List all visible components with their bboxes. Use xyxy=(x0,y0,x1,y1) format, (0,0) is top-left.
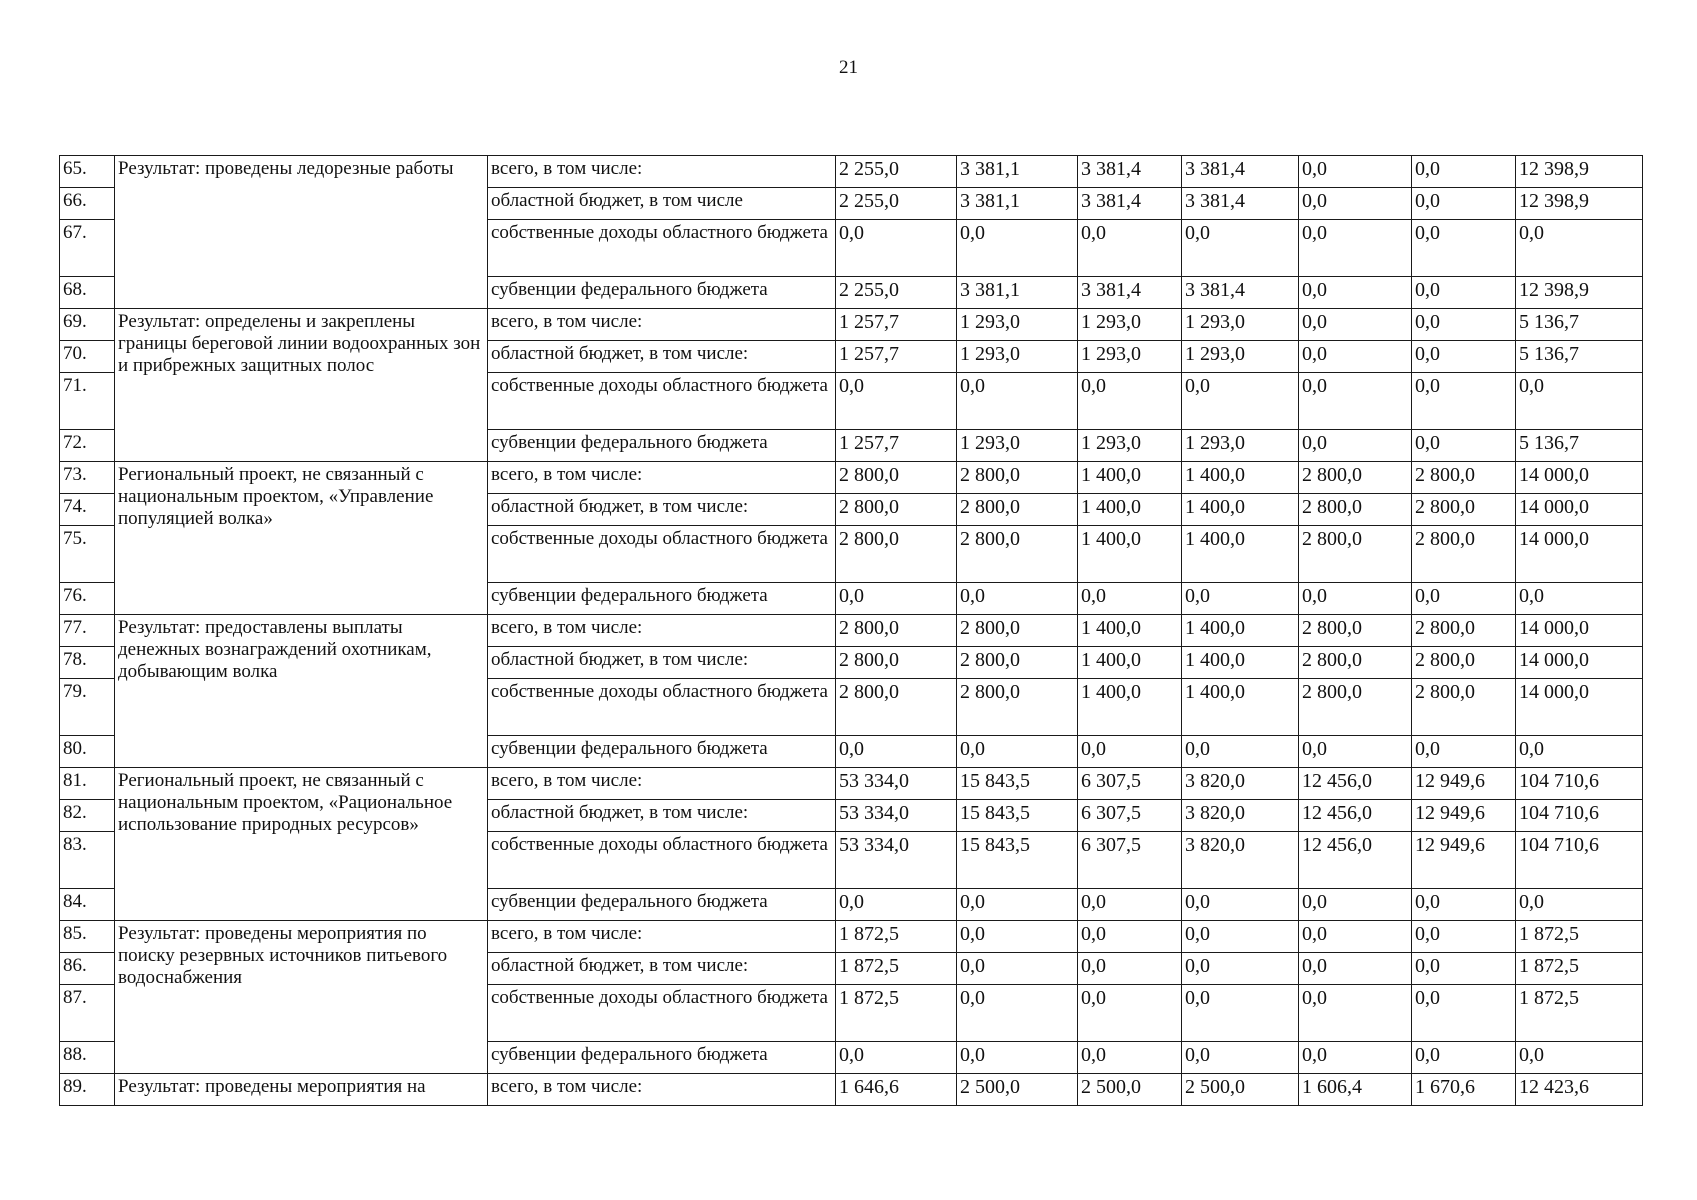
table-row xyxy=(60,768,1643,800)
year-value: 1 400,0 xyxy=(1078,647,1182,679)
total-value: 0,0 xyxy=(1516,583,1643,615)
year-value: 2 800,0 xyxy=(1299,679,1412,736)
year-value: 0,0 xyxy=(1412,156,1516,188)
budget-table xyxy=(59,155,1643,1106)
year-value: 0,0 xyxy=(1182,921,1299,953)
year-value: 3 381,4 xyxy=(1078,277,1182,309)
funding-source: всего, в том числе: xyxy=(488,1074,836,1106)
year-value: 0,0 xyxy=(1412,889,1516,921)
year-value: 0,0 xyxy=(1078,583,1182,615)
result-description: Результат: проведены ледорезные работы xyxy=(115,156,488,309)
year-value: 1 872,5 xyxy=(836,985,957,1042)
row-number: 68. xyxy=(60,277,115,309)
year-value: 0,0 xyxy=(1299,188,1412,220)
year-value: 0,0 xyxy=(1299,921,1412,953)
row-number: 69. xyxy=(60,309,115,341)
funding-source: областной бюджет, в том числе: xyxy=(488,953,836,985)
year-value: 2 500,0 xyxy=(957,1074,1078,1106)
total-value: 5 136,7 xyxy=(1516,309,1643,341)
result-description: Результат: проведены мероприятия на xyxy=(115,1074,488,1106)
funding-source: субвенции федерального бюджета xyxy=(488,889,836,921)
funding-source: всего, в том числе: xyxy=(488,615,836,647)
year-value: 12 949,6 xyxy=(1412,800,1516,832)
row-number: 72. xyxy=(60,430,115,462)
year-value: 1 670,6 xyxy=(1412,1074,1516,1106)
row-number: 88. xyxy=(60,1042,115,1074)
year-value: 15 843,5 xyxy=(957,768,1078,800)
funding-source: собственные доходы областного бюджета xyxy=(488,526,836,583)
total-value: 0,0 xyxy=(1516,373,1643,430)
year-value: 53 334,0 xyxy=(836,800,957,832)
year-value: 0,0 xyxy=(1299,736,1412,768)
table-body xyxy=(60,156,1643,1106)
year-value: 1 293,0 xyxy=(1078,309,1182,341)
total-value: 0,0 xyxy=(1516,220,1643,277)
funding-source: всего, в том числе: xyxy=(488,921,836,953)
funding-source: собственные доходы областного бюджета xyxy=(488,373,836,430)
year-value: 1 400,0 xyxy=(1078,679,1182,736)
year-value: 2 800,0 xyxy=(1412,462,1516,494)
year-value: 0,0 xyxy=(1412,921,1516,953)
year-value: 0,0 xyxy=(836,889,957,921)
funding-source: собственные доходы областного бюджета xyxy=(488,832,836,889)
total-value: 12 398,9 xyxy=(1516,277,1643,309)
year-value: 0,0 xyxy=(1182,889,1299,921)
year-value: 12 456,0 xyxy=(1299,832,1412,889)
year-value: 0,0 xyxy=(836,583,957,615)
total-value: 14 000,0 xyxy=(1516,526,1643,583)
total-value: 1 872,5 xyxy=(1516,953,1643,985)
year-value: 0,0 xyxy=(957,953,1078,985)
year-value: 0,0 xyxy=(1299,373,1412,430)
funding-source: областной бюджет, в том числе: xyxy=(488,647,836,679)
funding-source: всего, в том числе: xyxy=(488,768,836,800)
total-value: 14 000,0 xyxy=(1516,615,1643,647)
year-value: 0,0 xyxy=(1299,277,1412,309)
year-value: 1 257,7 xyxy=(836,341,957,373)
year-value: 1 293,0 xyxy=(1182,430,1299,462)
year-value: 0,0 xyxy=(1299,583,1412,615)
year-value: 0,0 xyxy=(1078,373,1182,430)
year-value: 0,0 xyxy=(836,373,957,430)
year-value: 0,0 xyxy=(1078,220,1182,277)
total-value: 1 872,5 xyxy=(1516,985,1643,1042)
total-value: 12 398,9 xyxy=(1516,156,1643,188)
funding-source: областной бюджет, в том числе: xyxy=(488,341,836,373)
year-value: 2 255,0 xyxy=(836,188,957,220)
year-value: 0,0 xyxy=(1182,220,1299,277)
result-description: Результат: определены и закреплены границы береговой линии водоохранных зон и прибрежных защитных полос xyxy=(115,309,488,462)
year-value: 0,0 xyxy=(1412,277,1516,309)
row-number: 77. xyxy=(60,615,115,647)
funding-source: собственные доходы областного бюджета xyxy=(488,679,836,736)
total-value: 14 000,0 xyxy=(1516,462,1643,494)
year-value: 0,0 xyxy=(1182,985,1299,1042)
year-value: 0,0 xyxy=(1412,341,1516,373)
year-value: 0,0 xyxy=(1412,583,1516,615)
year-value: 2 800,0 xyxy=(1299,615,1412,647)
year-value: 1 400,0 xyxy=(1078,615,1182,647)
year-value: 1 293,0 xyxy=(1078,430,1182,462)
row-number: 66. xyxy=(60,188,115,220)
year-value: 6 307,5 xyxy=(1078,832,1182,889)
total-value: 104 710,6 xyxy=(1516,800,1643,832)
year-value: 1 400,0 xyxy=(1078,462,1182,494)
year-value: 2 800,0 xyxy=(1412,526,1516,583)
year-value: 15 843,5 xyxy=(957,832,1078,889)
year-value: 0,0 xyxy=(1299,889,1412,921)
year-value: 3 381,4 xyxy=(1182,188,1299,220)
row-number: 70. xyxy=(60,341,115,373)
year-value: 0,0 xyxy=(1182,736,1299,768)
year-value: 1 293,0 xyxy=(1182,341,1299,373)
year-value: 1 400,0 xyxy=(1182,647,1299,679)
year-value: 0,0 xyxy=(1078,953,1182,985)
funding-source: собственные доходы областного бюджета xyxy=(488,985,836,1042)
row-number: 67. xyxy=(60,220,115,277)
year-value: 1 400,0 xyxy=(1182,462,1299,494)
year-value: 3 381,4 xyxy=(1182,156,1299,188)
year-value: 1 293,0 xyxy=(957,430,1078,462)
total-value: 0,0 xyxy=(1516,889,1643,921)
row-number: 86. xyxy=(60,953,115,985)
year-value: 1 400,0 xyxy=(1182,526,1299,583)
year-value: 12 456,0 xyxy=(1299,768,1412,800)
year-value: 1 257,7 xyxy=(836,430,957,462)
year-value: 0,0 xyxy=(1412,188,1516,220)
page-number: 21 xyxy=(839,57,858,78)
funding-source: субвенции федерального бюджета xyxy=(488,1042,836,1074)
result-description: Региональный проект, не связанный с национальным проектом, «Рациональное использование природных ресурсов» xyxy=(115,768,488,921)
year-value: 2 500,0 xyxy=(1182,1074,1299,1106)
year-value: 12 949,6 xyxy=(1412,768,1516,800)
funding-source: всего, в том числе: xyxy=(488,462,836,494)
year-value: 0,0 xyxy=(1412,220,1516,277)
year-value: 6 307,5 xyxy=(1078,800,1182,832)
row-number: 83. xyxy=(60,832,115,889)
table-row xyxy=(60,309,1643,341)
row-number: 81. xyxy=(60,768,115,800)
total-value: 0,0 xyxy=(1516,736,1643,768)
table-row xyxy=(60,462,1643,494)
table-row xyxy=(60,1074,1643,1106)
year-value: 2 255,0 xyxy=(836,277,957,309)
year-value: 1 257,7 xyxy=(836,309,957,341)
year-value: 0,0 xyxy=(1299,953,1412,985)
year-value: 1 400,0 xyxy=(1078,494,1182,526)
year-value: 1 293,0 xyxy=(957,309,1078,341)
total-value: 12 423,6 xyxy=(1516,1074,1643,1106)
year-value: 0,0 xyxy=(1412,309,1516,341)
year-value: 0,0 xyxy=(1299,156,1412,188)
year-value: 2 800,0 xyxy=(957,494,1078,526)
year-value: 2 800,0 xyxy=(1299,462,1412,494)
row-number: 84. xyxy=(60,889,115,921)
year-value: 2 800,0 xyxy=(836,679,957,736)
year-value: 0,0 xyxy=(1412,736,1516,768)
year-value: 0,0 xyxy=(1182,953,1299,985)
year-value: 1 293,0 xyxy=(957,341,1078,373)
row-number: 73. xyxy=(60,462,115,494)
result-description: Региональный проект, не связанный с национальным проектом, «Управление популяцией волка» xyxy=(115,462,488,615)
total-value: 5 136,7 xyxy=(1516,430,1643,462)
year-value: 0,0 xyxy=(957,220,1078,277)
funding-source: всего, в том числе: xyxy=(488,309,836,341)
total-value: 5 136,7 xyxy=(1516,341,1643,373)
funding-source: областной бюджет, в том числе: xyxy=(488,494,836,526)
funding-source: областной бюджет, в том числе xyxy=(488,188,836,220)
year-value: 2 800,0 xyxy=(1412,615,1516,647)
year-value: 0,0 xyxy=(1412,953,1516,985)
year-value: 2 800,0 xyxy=(836,462,957,494)
year-value: 3 381,4 xyxy=(1182,277,1299,309)
year-value: 3 820,0 xyxy=(1182,832,1299,889)
year-value: 3 381,1 xyxy=(957,156,1078,188)
table-row xyxy=(60,615,1643,647)
year-value: 0,0 xyxy=(957,373,1078,430)
year-value: 2 800,0 xyxy=(1412,679,1516,736)
year-value: 3 820,0 xyxy=(1182,768,1299,800)
year-value: 1 400,0 xyxy=(1182,494,1299,526)
year-value: 3 381,4 xyxy=(1078,156,1182,188)
total-value: 104 710,6 xyxy=(1516,768,1643,800)
year-value: 1 646,6 xyxy=(836,1074,957,1106)
year-value: 1 872,5 xyxy=(836,921,957,953)
row-number: 76. xyxy=(60,583,115,615)
year-value: 15 843,5 xyxy=(957,800,1078,832)
year-value: 0,0 xyxy=(957,583,1078,615)
year-value: 0,0 xyxy=(1078,889,1182,921)
year-value: 2 800,0 xyxy=(1299,494,1412,526)
year-value: 2 800,0 xyxy=(1412,647,1516,679)
year-value: 0,0 xyxy=(1299,430,1412,462)
row-number: 89. xyxy=(60,1074,115,1106)
year-value: 0,0 xyxy=(1182,1042,1299,1074)
row-number: 75. xyxy=(60,526,115,583)
year-value: 0,0 xyxy=(1299,985,1412,1042)
year-value: 1 293,0 xyxy=(1182,309,1299,341)
year-value: 0,0 xyxy=(836,1042,957,1074)
year-value: 0,0 xyxy=(1182,583,1299,615)
year-value: 0,0 xyxy=(1412,430,1516,462)
total-value: 14 000,0 xyxy=(1516,494,1643,526)
year-value: 1 293,0 xyxy=(1078,341,1182,373)
year-value: 0,0 xyxy=(957,736,1078,768)
year-value: 6 307,5 xyxy=(1078,768,1182,800)
year-value: 2 500,0 xyxy=(1078,1074,1182,1106)
year-value: 1 872,5 xyxy=(836,953,957,985)
year-value: 2 800,0 xyxy=(836,615,957,647)
year-value: 3 381,1 xyxy=(957,277,1078,309)
row-number: 87. xyxy=(60,985,115,1042)
row-number: 78. xyxy=(60,647,115,679)
funding-source: собственные доходы областного бюджета xyxy=(488,220,836,277)
year-value: 0,0 xyxy=(1078,1042,1182,1074)
year-value: 2 800,0 xyxy=(836,494,957,526)
total-value: 14 000,0 xyxy=(1516,647,1643,679)
year-value: 2 800,0 xyxy=(836,526,957,583)
year-value: 2 800,0 xyxy=(1412,494,1516,526)
row-number: 79. xyxy=(60,679,115,736)
year-value: 2 800,0 xyxy=(957,615,1078,647)
year-value: 2 800,0 xyxy=(836,647,957,679)
year-value: 0,0 xyxy=(1078,921,1182,953)
year-value: 0,0 xyxy=(1078,985,1182,1042)
year-value: 0,0 xyxy=(836,736,957,768)
funding-source: всего, в том числе: xyxy=(488,156,836,188)
row-number: 82. xyxy=(60,800,115,832)
result-description: Результат: предоставлены выплаты денежных вознаграждений охотникам, добывающим волка xyxy=(115,615,488,768)
year-value: 1 606,4 xyxy=(1299,1074,1412,1106)
year-value: 2 800,0 xyxy=(1299,647,1412,679)
table-row xyxy=(60,156,1643,188)
funding-source: субвенции федерального бюджета xyxy=(488,430,836,462)
year-value: 0,0 xyxy=(957,889,1078,921)
year-value: 12 456,0 xyxy=(1299,800,1412,832)
total-value: 14 000,0 xyxy=(1516,679,1643,736)
year-value: 0,0 xyxy=(957,1042,1078,1074)
funding-source: областной бюджет, в том числе: xyxy=(488,800,836,832)
year-value: 2 255,0 xyxy=(836,156,957,188)
year-value: 2 800,0 xyxy=(1299,526,1412,583)
year-value: 0,0 xyxy=(1182,373,1299,430)
year-value: 0,0 xyxy=(1299,1042,1412,1074)
year-value: 3 381,1 xyxy=(957,188,1078,220)
year-value: 2 800,0 xyxy=(957,526,1078,583)
total-value: 104 710,6 xyxy=(1516,832,1643,889)
year-value: 2 800,0 xyxy=(957,462,1078,494)
row-number: 85. xyxy=(60,921,115,953)
year-value: 0,0 xyxy=(1412,985,1516,1042)
year-value: 2 800,0 xyxy=(957,679,1078,736)
year-value: 0,0 xyxy=(836,220,957,277)
funding-source: субвенции федерального бюджета xyxy=(488,583,836,615)
year-value: 0,0 xyxy=(1078,736,1182,768)
year-value: 0,0 xyxy=(1412,373,1516,430)
year-value: 0,0 xyxy=(1412,1042,1516,1074)
table-row xyxy=(60,921,1643,953)
year-value: 1 400,0 xyxy=(1182,615,1299,647)
year-value: 3 820,0 xyxy=(1182,800,1299,832)
total-value: 0,0 xyxy=(1516,1042,1643,1074)
year-value: 0,0 xyxy=(1299,220,1412,277)
year-value: 0,0 xyxy=(957,985,1078,1042)
row-number: 74. xyxy=(60,494,115,526)
result-description: Результат: проведены мероприятия по поиску резервных источников питьевого водоснабжения xyxy=(115,921,488,1074)
total-value: 12 398,9 xyxy=(1516,188,1643,220)
year-value: 2 800,0 xyxy=(957,647,1078,679)
funding-source: субвенции федерального бюджета xyxy=(488,736,836,768)
year-value: 1 400,0 xyxy=(1182,679,1299,736)
year-value: 0,0 xyxy=(1299,309,1412,341)
year-value: 53 334,0 xyxy=(836,832,957,889)
row-number: 65. xyxy=(60,156,115,188)
total-value: 1 872,5 xyxy=(1516,921,1643,953)
year-value: 12 949,6 xyxy=(1412,832,1516,889)
row-number: 80. xyxy=(60,736,115,768)
year-value: 0,0 xyxy=(957,921,1078,953)
year-value: 3 381,4 xyxy=(1078,188,1182,220)
year-value: 0,0 xyxy=(1299,341,1412,373)
row-number: 71. xyxy=(60,373,115,430)
year-value: 1 400,0 xyxy=(1078,526,1182,583)
year-value: 53 334,0 xyxy=(836,768,957,800)
funding-source: субвенции федерального бюджета xyxy=(488,277,836,309)
